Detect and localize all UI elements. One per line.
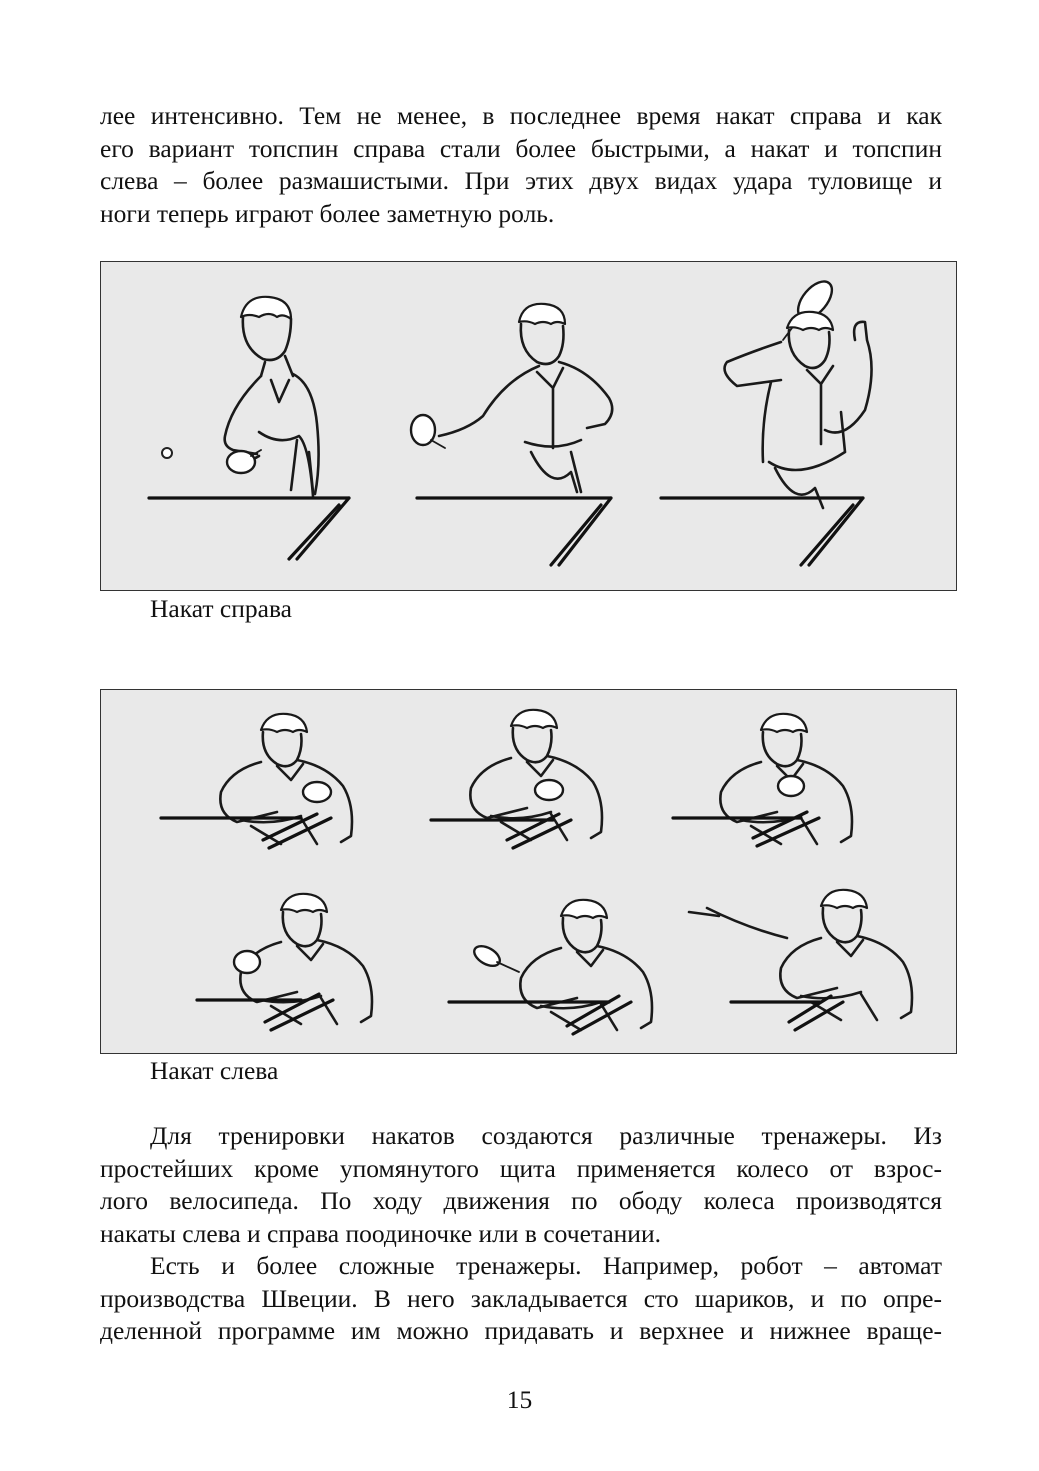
figure-forehand-drive [100, 261, 957, 591]
backhand-drive-illustration [101, 690, 955, 1052]
text-line: производства Швеции. В него закладывается сто шариков, и по опре- [100, 1283, 942, 1313]
player-figure [234, 894, 372, 1024]
page-number: 15 [506, 1385, 533, 1414]
figure-caption: Накат слева [150, 1056, 279, 1085]
text-line: простейших кроме упомянутого щита применяется колесо от взрос- [100, 1153, 942, 1183]
player-figure [471, 900, 652, 1030]
paragraph-bottom [100, 1250, 942, 1348]
player-figure [220, 714, 352, 844]
table-edge [149, 498, 349, 559]
figure-caption: Накат справа [150, 594, 292, 623]
table-edge [161, 814, 331, 848]
text-line: Для тренировки накатов создаются различные тренажеры. Из [150, 1121, 942, 1150]
table-edge [449, 996, 631, 1034]
figure-backhand-drive [100, 689, 957, 1054]
text-line: деленной программе им можно придавать и верхнее и нижнее враще- [100, 1316, 942, 1346]
paragraph-top [100, 100, 942, 230]
text-line: Есть и более сложные тренажеры. Например, робот – автомат [150, 1251, 942, 1280]
table-edge [731, 996, 843, 1030]
forehand-drive-illustration [101, 262, 955, 589]
player-figure [225, 297, 319, 496]
ball-icon [162, 448, 172, 458]
table-edge [417, 498, 611, 565]
text-line: лее интенсивно. Тем не менее, в последнее время накат справа и как [100, 101, 942, 130]
text-line: накаты слева и справа поодиночке или в сочетании. [100, 1218, 661, 1248]
text-line: ноги теперь играют более заметную роль. [100, 198, 555, 228]
table-edge [673, 812, 819, 846]
table-edge [661, 498, 863, 565]
paragraph-middle [100, 1120, 942, 1250]
player-figure [725, 275, 872, 508]
player-figure [720, 714, 852, 844]
text-line: слева – более размашистыми. При этих двух видах удара туловище и [100, 166, 942, 196]
text-line: лого велосипеда. По ходу движения по ободу колеса производятся [100, 1186, 942, 1216]
table-edge [431, 814, 571, 848]
text-line: его вариант топспин справа стали более быстрыми, а накат и топспин [100, 133, 942, 163]
player-figure [411, 304, 612, 492]
